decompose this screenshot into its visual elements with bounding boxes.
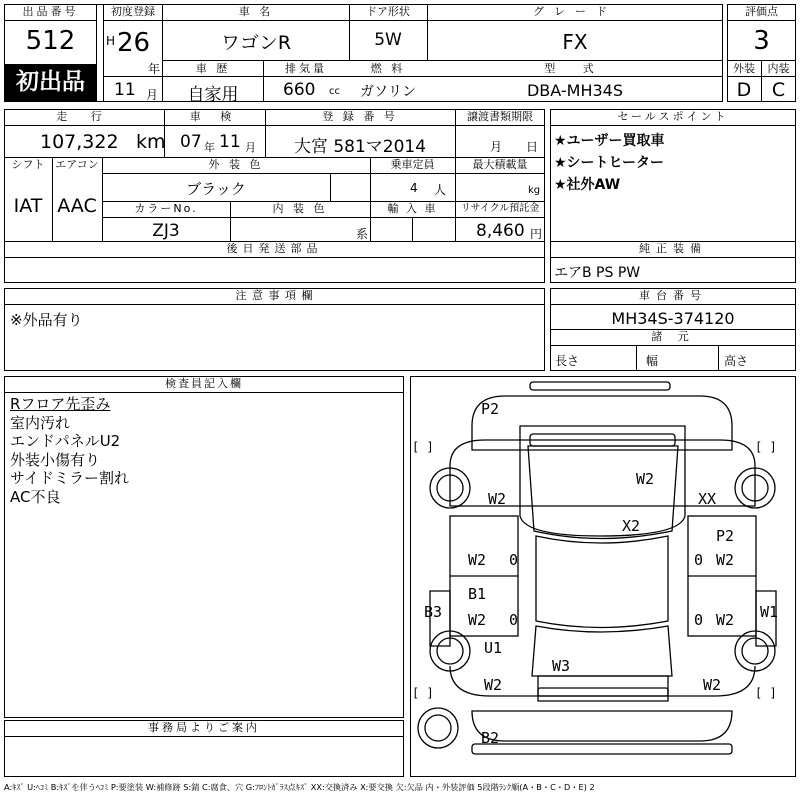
bracket-left-top: [ ] [412,440,434,454]
model: DBA-MH34S [526,81,623,100]
chassis-number: MH34S-374120 [611,309,735,328]
mark-u1-left: U1 [484,639,503,657]
history-label: 車 歴 [195,62,231,75]
later-parts-label: 後日発送部品 [226,242,323,255]
capacity-unit: 人 [434,183,447,197]
reg-no-label: 登 録 番 号 [322,110,398,123]
recycle-label: リサイクル預託金 [460,203,540,214]
mileage-unit: km [136,131,166,153]
mark-w3-rear: W3 [552,657,571,675]
first-reg-label: 初度登録 [111,5,155,18]
inspection-label: 車 検 [189,110,240,123]
mark-b1-left: B1 [468,585,487,603]
standard-equipment: エアB PS PW [554,265,641,281]
import-label: 輸 入 車 [387,202,438,215]
registration-number: 大宮 581マ2014 [293,137,427,157]
max-load-unit: kg [528,185,541,196]
shift: IAT [13,195,43,217]
grade-label: グレード [533,5,617,18]
car-outline [410,376,796,777]
inspector-line: Rフロア先歪み [10,395,111,413]
era: H [106,34,116,48]
displacement-label: 排気量 [285,62,327,75]
mark-w2-right-door-1: W2 [716,551,735,569]
bracket-right-top: [ ] [755,440,777,454]
exterior-label: 外装 [733,62,755,75]
door-label: ドア形状 [366,5,410,18]
mark-0-left-door-1: 0 [509,551,519,569]
mark-w1-right: W1 [760,603,779,621]
mark-b2-bottom: B2 [481,729,500,747]
mileage: 107,322 [40,131,119,153]
lot-number: 512 [25,26,76,56]
int-color-label: 内 装 色 [272,202,328,215]
mark-xx-front-right: XX [698,490,717,508]
grade: FX [562,30,588,54]
equip-label: 純正装備 [639,242,707,255]
sales-point-1: ★ユーザー買取車 [554,133,665,149]
inspector-line: 室内汚れ [10,413,71,432]
mark-p2-right: P2 [716,527,735,545]
ac-label: エアコン [55,158,99,171]
shift-label: シフト [11,158,45,171]
ac: AAC [57,195,97,217]
fuel-label: 燃 料 [370,62,406,75]
recycle-unit: 円 [530,227,543,241]
transfer-label: 譲渡書類期限 [467,110,533,123]
ext-color-label: 外 装 色 [208,158,264,171]
mark-x2-roof: X2 [622,517,641,535]
bracket-left-bottom: [ ] [412,686,434,700]
mark-w2-left-door-1: W2 [468,551,487,569]
height-label: 高さ [724,354,749,368]
door-type: 5W [374,30,402,50]
exterior-score: D [736,79,752,101]
ext-color: ブラック [186,180,246,198]
chassis-label: 車台番号 [639,289,707,302]
score-label: 評価点 [745,5,778,18]
int-color-unit: 系 [356,227,369,241]
inspector-line: エンドパネルU2 [10,432,121,450]
sales-label: セールスポイント [617,110,729,123]
recycle-fee: 8,460 [476,221,525,241]
mark-0-left-door-2: 0 [509,611,519,629]
inspector-notes [10,395,129,506]
mark-w2-rear-left: W2 [484,676,503,694]
mark-w2-rear-right: W2 [703,676,722,694]
car-name: ワゴンR [220,32,292,54]
model-label: 型 式 [544,62,606,75]
sales-point-2: ★シートヒーター [554,155,664,171]
insp-month-unit: 月 [245,141,256,154]
insp-month: 11 [219,132,241,152]
inspector-line: AC不良 [10,487,61,506]
reg-year-unit: 年 [148,62,161,76]
max-load-label: 最大積載量 [472,158,528,171]
displacement-unit: cc [329,86,340,97]
mark-w2-right-door-2: W2 [716,611,735,629]
capacity: 4 [410,181,418,195]
interior-score: C [771,79,786,101]
displacement: 660 [283,80,316,100]
dims-label: 諸 元 [651,330,695,343]
score: 3 [753,26,770,56]
inspector-label: 検査員記入欄 [165,377,243,390]
inspector-line: サイドミラー割れ [10,469,129,487]
office-label: 事務局よりご案内 [148,721,260,734]
first-listing-badge: 初出品 [5,64,96,101]
fuel: ガソリン [360,84,416,100]
bracket-right-bottom: [ ] [755,686,777,700]
mark-b3-left: B3 [424,603,443,621]
reg-month-unit: 月 [146,88,159,102]
mileage-label: 走 行 [56,110,112,123]
length-label: 長さ [555,354,580,368]
capacity-label: 乗車定員 [390,158,435,171]
mark-w2-hood: W2 [636,470,655,488]
reg-month: 11 [114,80,136,100]
insp-year: 07 [180,132,202,152]
car-name-label: 車 名 [238,5,274,18]
lot-number-label: 出品番号 [22,5,79,18]
mark-w2-front-left: W2 [488,490,507,508]
insp-year-unit: 年 [204,141,215,154]
color-no: ZJ3 [152,221,180,241]
color-no-label: カラーNo. [134,202,198,215]
mark-w2-left-door-2: W2 [468,611,487,629]
notes-text: ※外品有り [10,311,83,329]
notes-label: 注 意 事 項 欄 [235,289,314,302]
legend-footer: A:ｷｽﾞ U:ﾍｺﾐ B:ｷｽﾞを伴うﾍｺﾐ P:要塗装 W:補修跡 S:錆 C:腐食、穴 G:ﾌﾛﾝﾄｶﾞﾗｽ点ｷｽﾞ XX:交換済み X:要交換 欠:欠品 内・外装評価 5段階ﾗﾝｸ順(A・B・C・D・E) 2 [4,782,595,792]
history: 自家用 [187,85,239,105]
inspector-line: 外装小傷有り [10,450,101,469]
reg-year: 26 [117,28,151,58]
mark-0-right-door-2: 0 [694,611,704,629]
sales-point-3: ★社外AW [554,177,621,193]
interior-label: 内装 [767,62,790,75]
width-label: 幅 [646,354,659,368]
transfer-day: 日 [526,140,539,154]
transfer-month: 月 [490,140,503,154]
mark-p2-top: P2 [481,400,500,418]
mark-0-right-door-1: 0 [694,551,704,569]
